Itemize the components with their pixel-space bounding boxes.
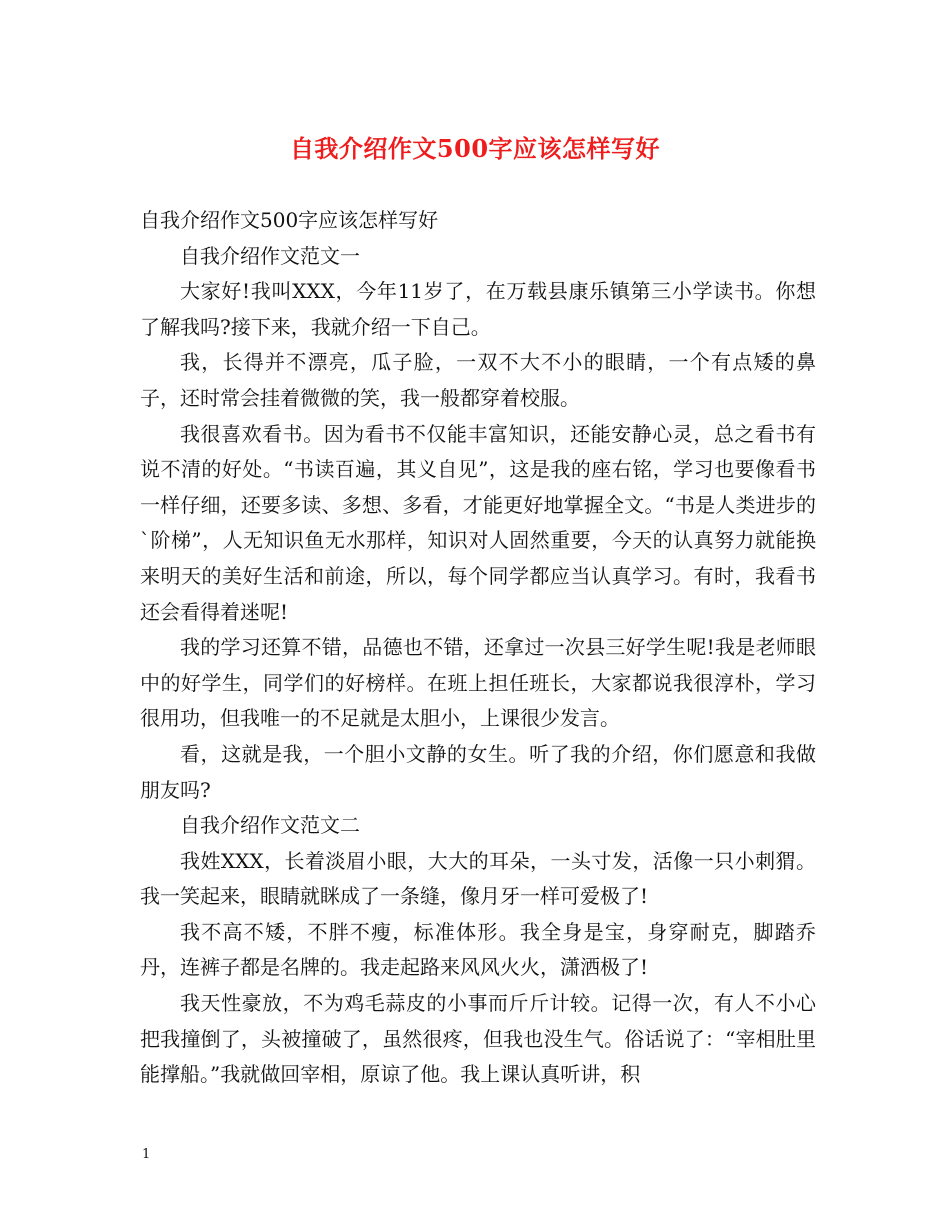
paragraph: 我不高不矮，不胖不瘦，标准体形。我全身是宝，身穿耐克，脚踏乔丹，连裤子都是名牌的。我走起路来风风火火，潇洒极了! — [140, 919, 816, 980]
paragraph: 大家好!我叫XXX，今年11岁了，在万载县康乐镇第三小学读书。你想了解我吗?接下来，我就介绍一下自己。 — [140, 279, 816, 339]
paragraph: 我，长得并不漂亮，瓜子脸，一双不大不小的眼睛，一个有点矮的鼻子，还时常会挂着微微的笑，我一般都穿着校服。 — [140, 350, 816, 410]
paragraph: 我天性豪放，不为鸡毛蒜皮的小事而斤斤计较。记得一次，有人不小心把我撞倒了，头被撞破了，虽然很疼，但我也没生气。俗话说了：“宰相肚里能撑船。”我就做回宰相，原谅了他。我上课认真听讲，积 — [140, 991, 816, 1087]
paragraph: 我很喜欢看书。因为看书不仅能丰富知识，还能安静心灵，总之看书有说不清的好处。“书读百遍，其义自见”，这是我的座右铭，学习也要像看书一样仔细，还要多读、多想、多看，才能更好地掌握全文。“书是人类进步的`阶梯”，人无知识鱼无水那样，知识对人固然重要，今天的认真努力就能换来明天的美好生活和前途，所以，每个同学都应当认真学习。有时，我看书还会看得着迷呢! — [140, 421, 816, 624]
page-number: 1 — [142, 1147, 151, 1162]
document-title: 自我介绍作文500字应该怎样写好 — [289, 134, 661, 163]
paragraph: 我姓XXX，长着淡眉小眼，大大的耳朵，一头寸发，活像一只小刺猬。我一笑起来，眼睛就眯成了一条缝，像月牙一样可爱极了! — [140, 848, 816, 909]
document-body — [140, 203, 816, 1093]
section-heading-two: 自我介绍作文范文二 — [180, 813, 360, 838]
paragraph: 我的学习还算不错，品德也不错，还拿过一次县三好学生呢!我是老师眼中的好学生，同学们的好榜样。在班上担任班长，大家都说我很淳朴，学习很用功，但我唯一的不足就是太胆小，上课很少发言。 — [140, 635, 816, 731]
section-heading-one: 自我介绍作文范文一 — [180, 243, 360, 268]
paragraph: 看，这就是我，一个胆小文静的女生。听了我的介绍，你们愿意和我做朋友吗? — [140, 741, 816, 802]
subtitle-paragraph: 自我介绍作文500字应该怎样写好 — [140, 208, 439, 232]
